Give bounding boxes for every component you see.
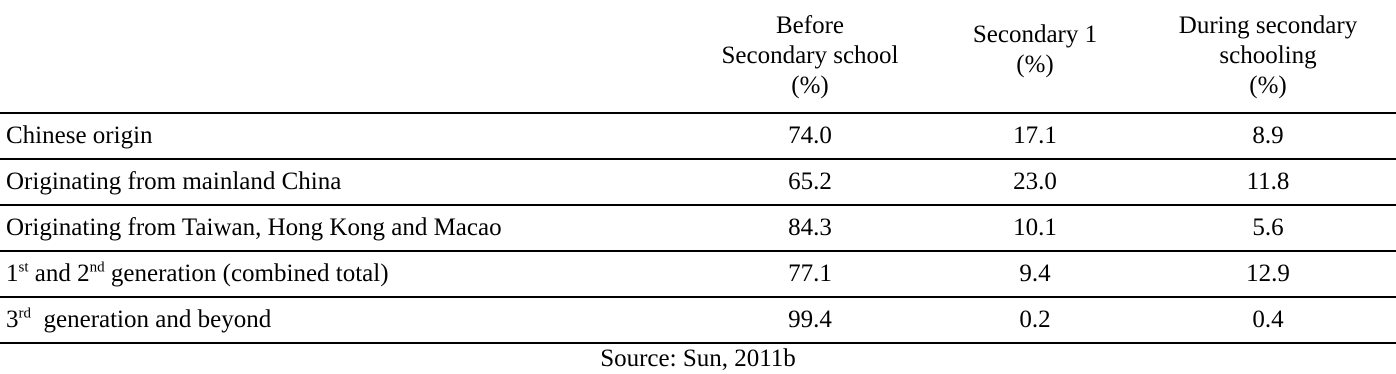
header-row <box>0 0 1396 113</box>
header-during-secondary: During secondary schooling (%) <box>1140 0 1396 113</box>
cell-before-secondary: 77.1 <box>690 251 930 297</box>
row-label: Originating from mainland China <box>0 159 690 205</box>
cell-secondary-1: 0.2 <box>930 297 1140 343</box>
table-row <box>0 297 1396 343</box>
row-label-rest: generation and beyond <box>31 306 272 333</box>
table-row <box>0 205 1396 251</box>
row-label: Originating from Taiwan, Hong Kong and Macao <box>0 205 690 251</box>
row-label-rest: generation (combined total) <box>104 260 389 287</box>
row-label-number: 1 <box>6 260 19 287</box>
row-label-middle: and 2 <box>28 260 90 287</box>
cell-during-secondary: 11.8 <box>1140 159 1396 205</box>
ordinal-suffix: nd <box>89 259 105 276</box>
header-empty <box>0 0 690 113</box>
cell-during-secondary: 12.9 <box>1140 251 1396 297</box>
header-before-secondary: Before Secondary school (%) <box>690 0 930 113</box>
cell-secondary-1: 17.1 <box>930 113 1140 159</box>
row-label <box>0 297 690 343</box>
table-row <box>0 113 1396 159</box>
cell-before-secondary: 99.4 <box>690 297 930 343</box>
ordinal-suffix: rd <box>18 305 31 322</box>
row-label-number: 3 <box>6 306 19 333</box>
table-row <box>0 159 1396 205</box>
cell-during-secondary: 8.9 <box>1140 113 1396 159</box>
cell-secondary-1: 23.0 <box>930 159 1140 205</box>
cell-secondary-1: 9.4 <box>930 251 1140 297</box>
cell-before-secondary: 65.2 <box>690 159 930 205</box>
cell-during-secondary: 5.6 <box>1140 205 1396 251</box>
header-secondary-1: Secondary 1 (%) <box>930 0 1140 113</box>
row-label: Chinese origin <box>0 113 690 159</box>
source-note: Source: Sun, 2011b <box>600 345 796 372</box>
cell-during-secondary: 0.4 <box>1140 297 1396 343</box>
ordinal-suffix: st <box>18 259 29 276</box>
table-row <box>0 251 1396 297</box>
cell-before-secondary: 84.3 <box>690 205 930 251</box>
cell-before-secondary: 74.0 <box>690 113 930 159</box>
row-label <box>0 251 690 297</box>
cell-secondary-1: 10.1 <box>930 205 1140 251</box>
